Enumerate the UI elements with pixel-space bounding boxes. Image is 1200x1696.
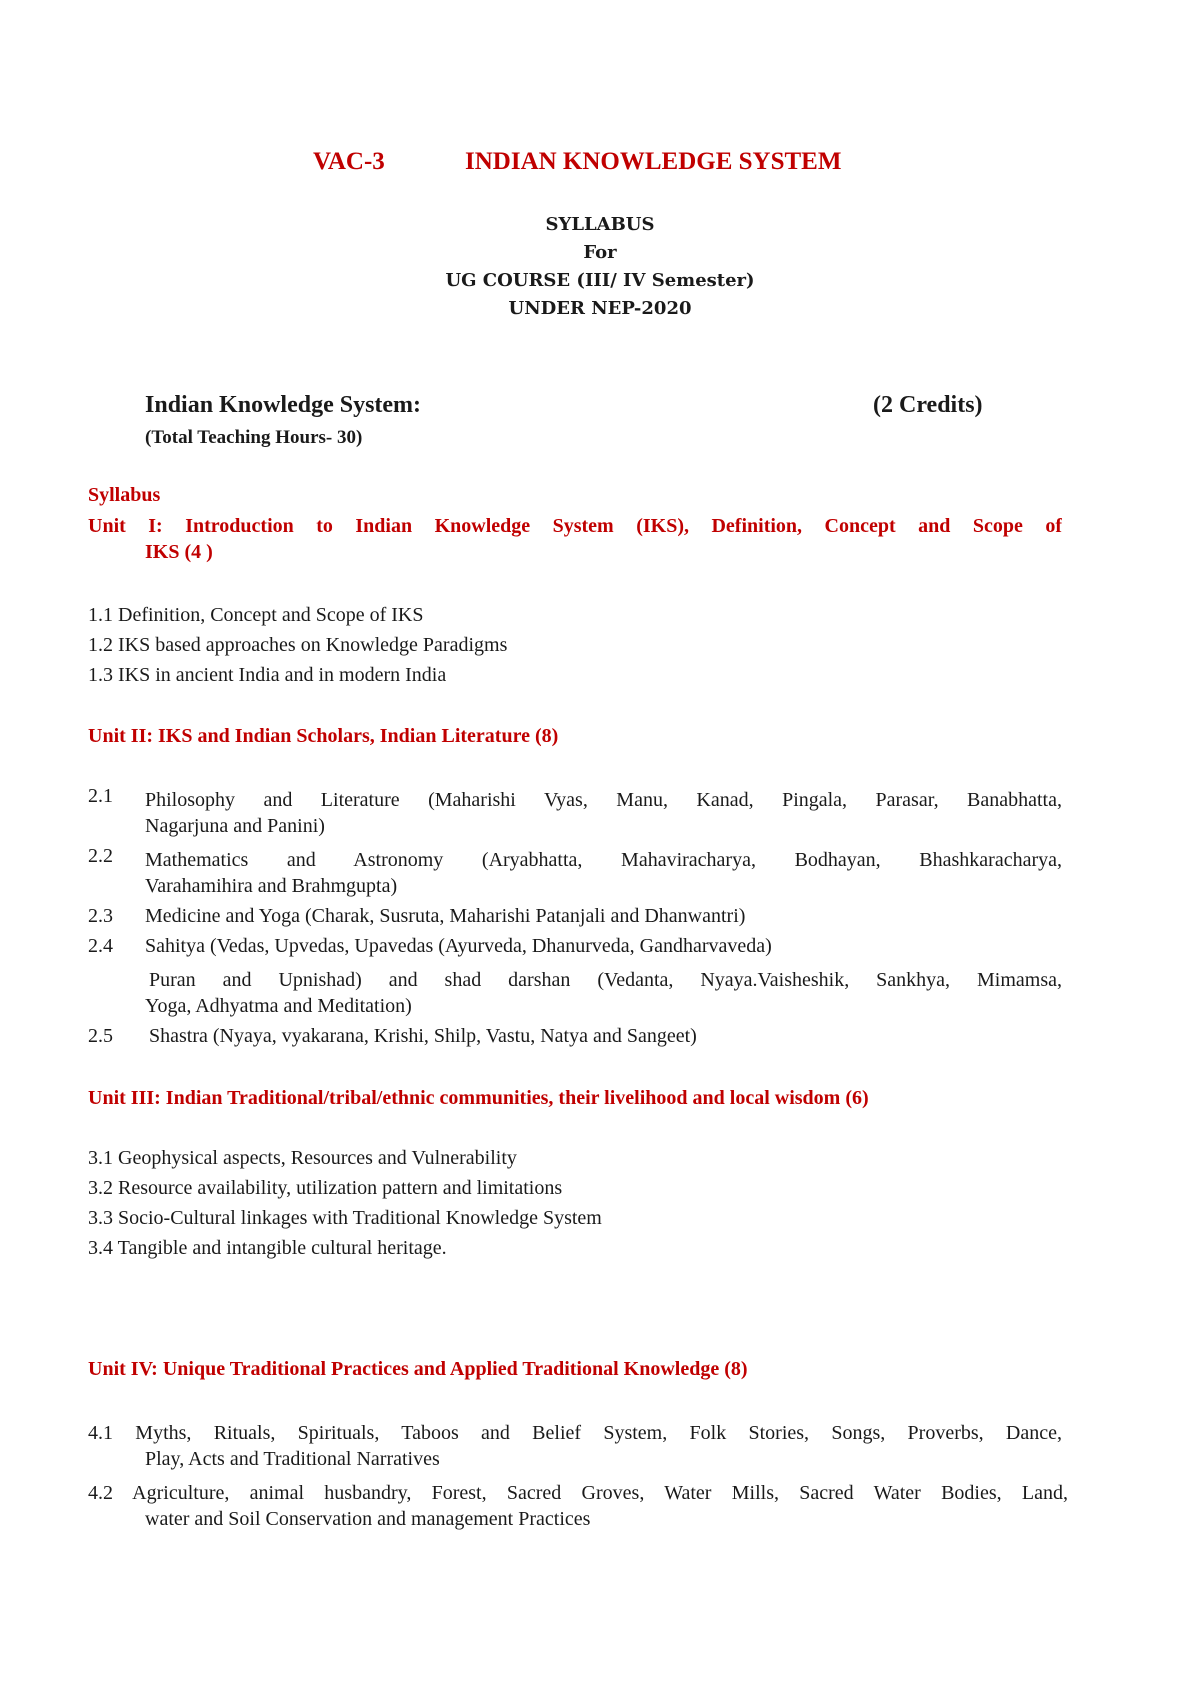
unit-1-heading-cont: IKS (4 ) [145,541,213,563]
syllabus-heading: SYLLABUS [545,214,655,235]
list-item: 1.2 IKS based approaches on Knowledge Paradigms [88,634,508,656]
list-item: 4.2 Agriculture, animal husbandry, Forest, Sacred Groves, Water Mills, Sacred Water Bodies, Land, [88,1482,1068,1504]
list-item: 4.1 Myths, Rituals, Spirituals, Taboos and Belief System, Folk Stories, Songs, Proverbs, Dance, [88,1422,1062,1444]
item-number: 2.3 [88,905,113,927]
list-item-cont: Nagarjuna and Panini) [145,815,325,837]
item-number: 2.4 [88,935,113,957]
item-number: 2.5 [88,1025,113,1047]
syllabus-label: Syllabus [88,484,161,506]
unit-1-heading: Unit I: Introduction to Indian Knowledge System (IKS), Definition, Concept and Scope of [88,515,1062,537]
list-item: 3.3 Socio-Cultural linkages with Traditional Knowledge System [88,1207,602,1229]
list-item: Philosophy and Literature (Maharishi Vyas, Manu, Kanad, Pingala, Parasar, Banabhatta, [145,789,1062,811]
unit-2-heading: Unit II: IKS and Indian Scholars, Indian Literature (8) [88,725,559,747]
list-item-cont: Puran and Upnishad) and shad darshan (Vedanta, Nyaya.Vaisheshik, Sankhya, Mimamsa, [149,969,1062,991]
list-item: 3.2 Resource availability, utilization pattern and limitations [88,1177,563,1199]
item-number: 2.1 [88,785,113,807]
list-item: Medicine and Yoga (Charak, Susruta, Maharishi Patanjali and Dhanwantri) [145,905,746,927]
course-level: UG COURSE (III/ IV Semester) [445,270,755,291]
unit-3-heading: Unit III: Indian Traditional/tribal/ethnic communities, their livelihood and local wisdom (6) [88,1087,869,1109]
course-code: VAC-3 [313,148,385,175]
list-item: 1.1 Definition, Concept and Scope of IKS [88,604,424,626]
item-number: 2.2 [88,845,113,867]
list-item: Mathematics and Astronomy (Aryabhatta, Mahaviracharya, Bodhayan, Bhashkaracharya, [145,849,1062,871]
list-item: 1.3 IKS in ancient India and in modern India [88,664,447,686]
nep-line: UNDER NEP-2020 [508,298,692,319]
list-item-cont: Play, Acts and Traditional Narratives [145,1448,440,1470]
list-item-cont: Yoga, Adhyatma and Meditation) [145,995,412,1017]
for-line: For [583,242,617,263]
document-title: INDIAN KNOWLEDGE SYSTEM [465,148,842,175]
course-credits: (2 Credits) [873,392,983,418]
list-item-cont: water and Soil Conservation and management Practices [145,1508,591,1530]
list-item: Shastra (Nyaya, vyakarana, Krishi, Shilp, Vastu, Natya and Sangeet) [149,1025,697,1047]
course-name: Indian Knowledge System: [145,392,422,418]
list-item: 3.4 Tangible and intangible cultural heritage. [88,1237,447,1259]
list-item: Sahitya (Vedas, Upvedas, Upavedas (Ayurveda, Dhanurveda, Gandharvaveda) [145,935,772,957]
list-item: 3.1 Geophysical aspects, Resources and Vulnerability [88,1147,517,1169]
unit-4-heading: Unit IV: Unique Traditional Practices and Applied Traditional Knowledge (8) [88,1358,748,1380]
list-item-cont: Varahamihira and Brahmgupta) [145,875,398,897]
teaching-hours: (Total Teaching Hours- 30) [145,427,363,448]
